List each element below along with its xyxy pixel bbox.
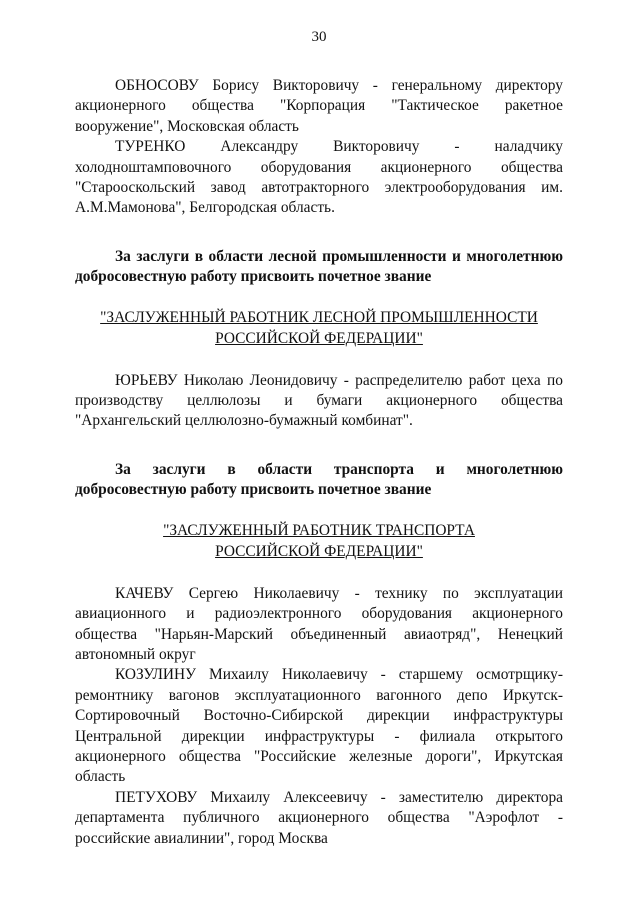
forestry-title-line-2: РОССИЙСКОЙ ФЕДЕРАЦИИ" xyxy=(215,329,423,347)
transport-honorary-title xyxy=(75,520,563,562)
award-entry: КОЗУЛИНУ Михаилу Николаевичу - старшему осмотрщику-ремонтнику вагонов эксплуатационного вагонного депо Иркутск-Сортировочный Восточно-Сибирской дирекции инфраструктуры Центральной дирекции инфраструктуры - филиала открытого акционерного общества "Российские железные дороги", Иркутская область xyxy=(75,666,563,786)
award-entry: КАЧЕВУ Сергею Николаевичу - технику по эксплуатации авиационного и радиоэлектронного оборудования акционерного общества "Нарьян-Марский объединенный авиаотряд", Ненецкий автономный округ xyxy=(75,584,563,663)
transport-section-intro: За заслуги в области транспорта и многолетнюю добросовестную работу присвоить почетное звание xyxy=(75,460,563,499)
transport-title-line-2: РОССИЙСКОЙ ФЕДЕРАЦИИ" xyxy=(215,542,423,560)
award-entry: ОБНОСОВУ Борису Викторовичу - генеральному директору акционерного общества "Корпорация "Тактическое ракетное вооружение", Московская область xyxy=(75,77,563,135)
forestry-title-line-1: "ЗАСЛУЖЕННЫЙ РАБОТНИК ЛЕСНОЙ ПРОМЫШЛЕННОСТИ xyxy=(100,308,538,326)
transport-title-line-1: "ЗАСЛУЖЕННЫЙ РАБОТНИК ТРАНСПОРТА xyxy=(163,521,475,539)
document-page xyxy=(75,28,563,849)
forestry-honorary-title xyxy=(75,307,563,349)
award-entry: ТУРЕНКО Александру Викторовичу - наладчику холодноштамповочного оборудования акционерного общества "Старооскольский завод автотракторного электрооборудования им. А.М.Мамонова", Белгородская область. xyxy=(75,138,563,217)
award-entry: ПЕТУХОВУ Михаилу Алексеевичу - заместителю директора департамента публичного акционерного общества "Аэрофлот - российские авиалинии", город Москва xyxy=(75,788,563,847)
forestry-section-intro: За заслуги в области лесной промышленности и многолетнюю добросовестную работу присвоить почетное звание xyxy=(75,247,563,286)
award-entry: ЮРЬЕВУ Николаю Леонидовичу - распределителю работ цеха по производству целлюлозы и бумаги акционерного общества "Архангельский целлюлозно-бумажный комбинат". xyxy=(75,371,563,430)
page-number: 30 xyxy=(311,29,327,45)
